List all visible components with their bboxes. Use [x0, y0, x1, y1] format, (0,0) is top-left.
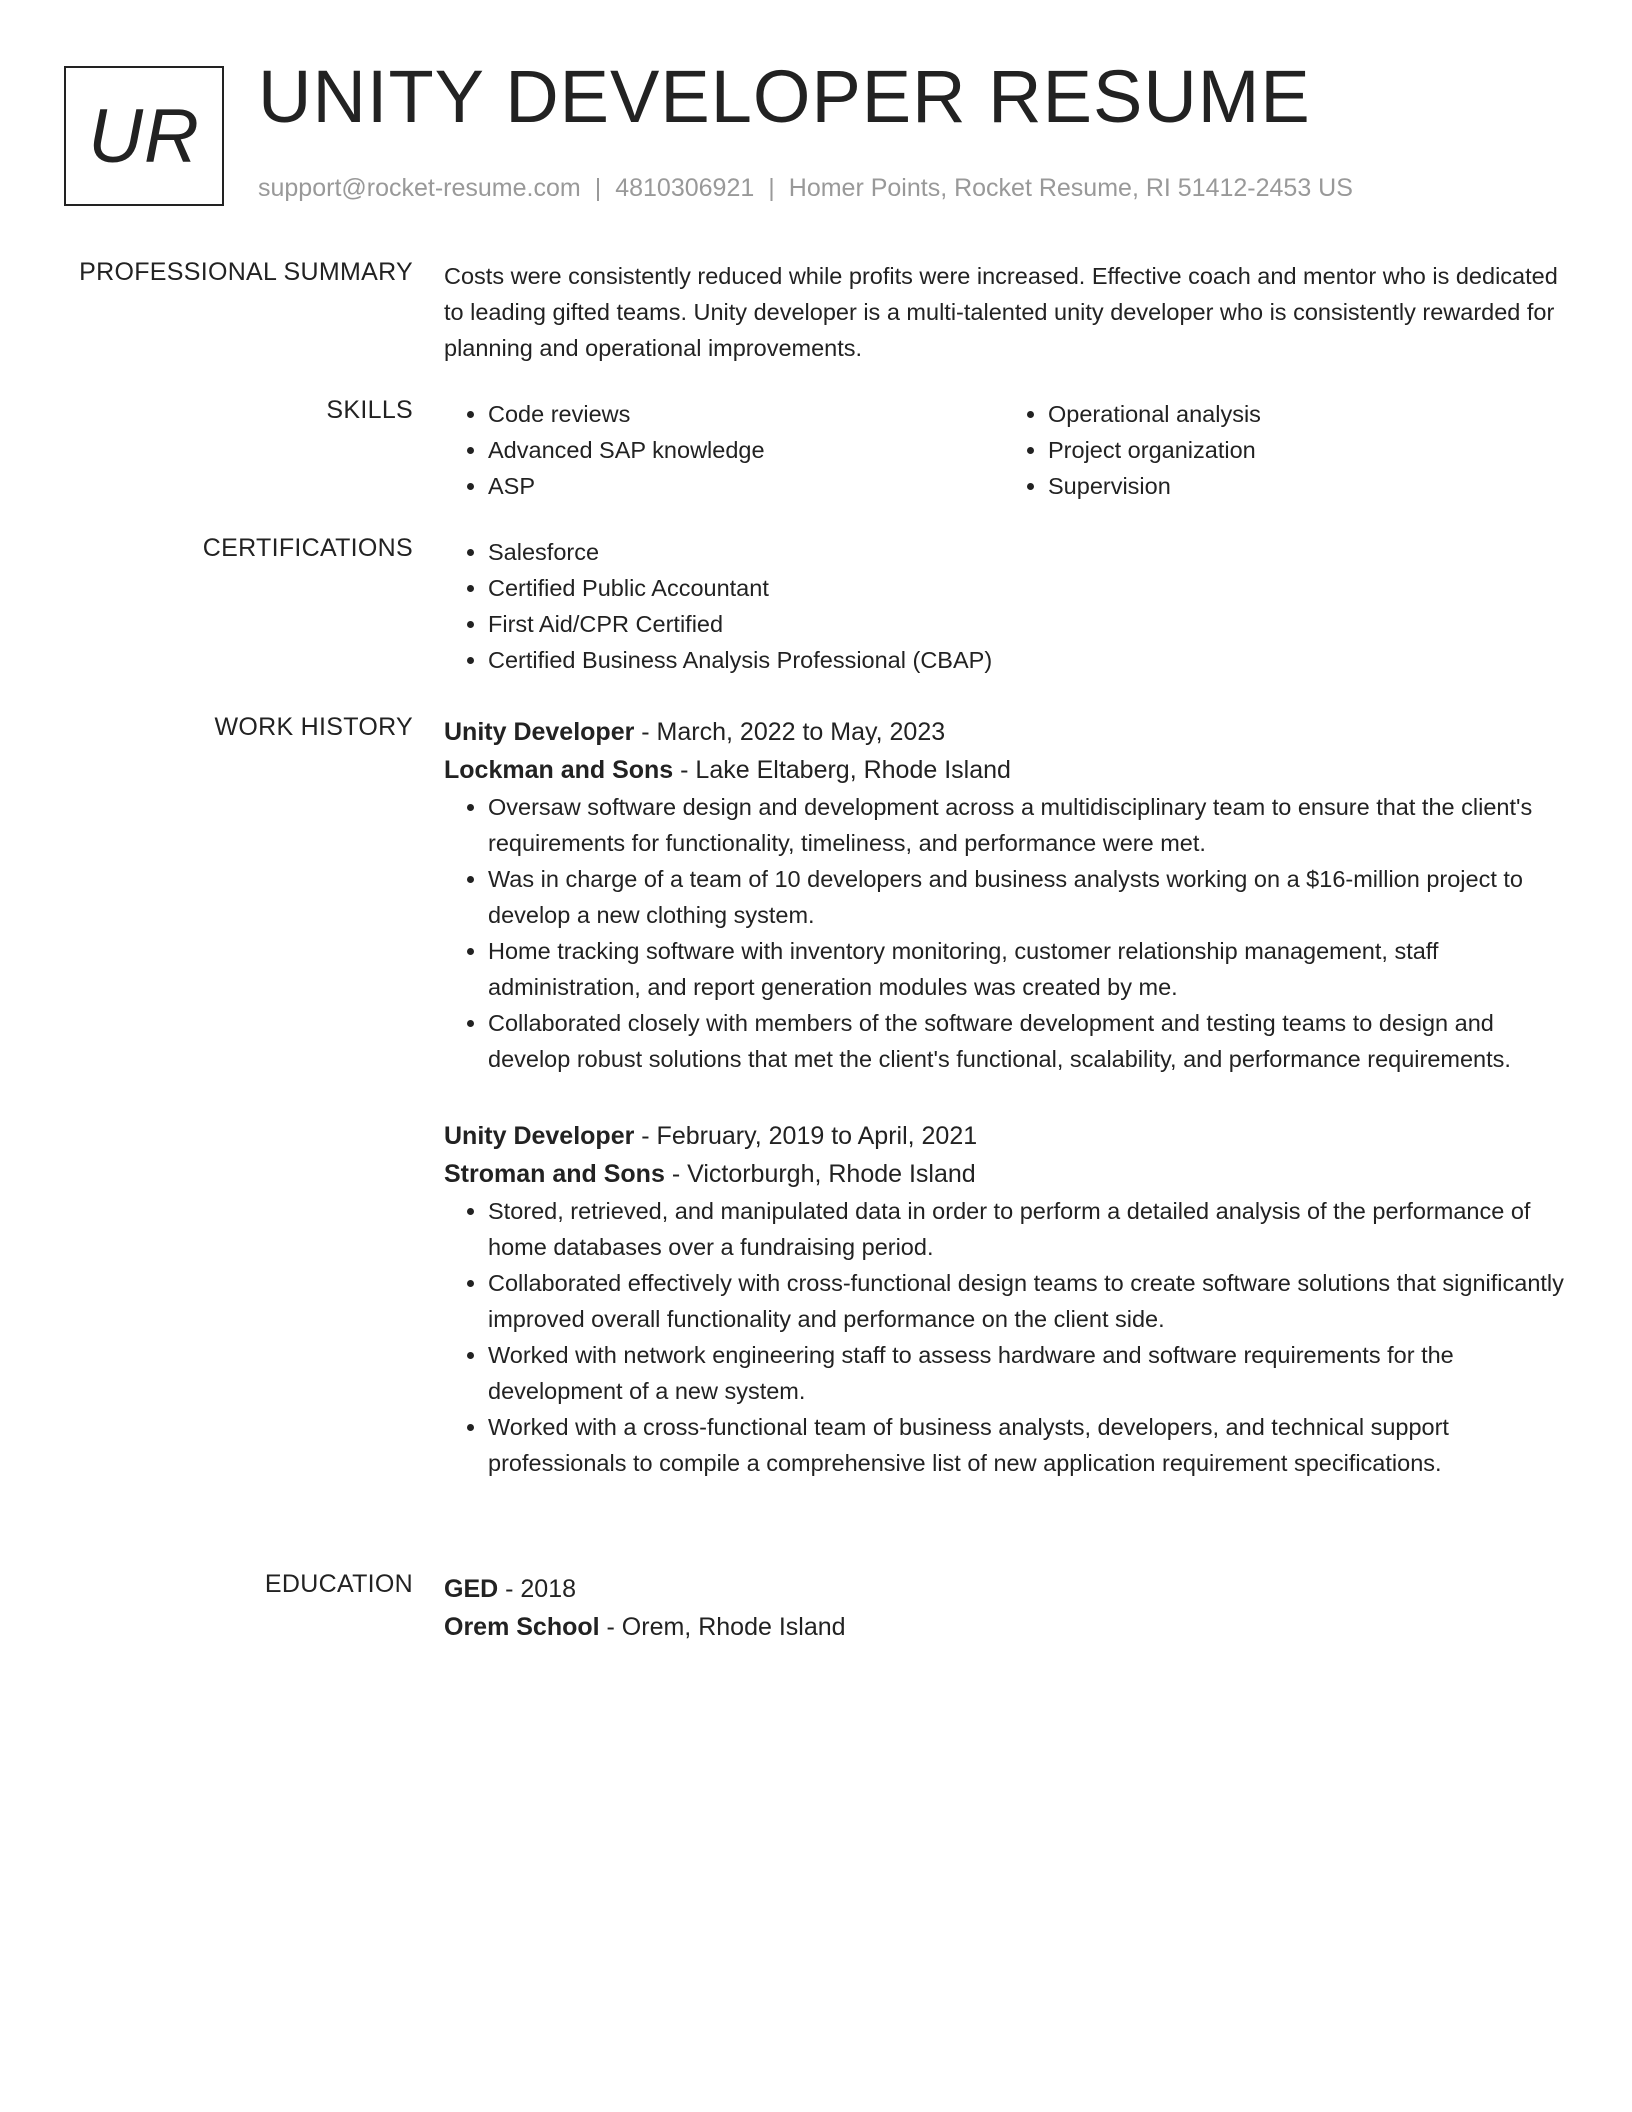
skill-item: • Code reviews — [488, 396, 1004, 432]
job-dates: - February, 2019 to April, 2021 — [634, 1122, 978, 1150]
skill-item: • Supervision — [1048, 468, 1564, 504]
job-bullet: • Collaborated closely with members of the software development and testing teams to design and develop robust solutions that met the client's functional, scalability, and performance requirements. — [488, 1005, 1564, 1077]
skill-item: • ASP — [488, 468, 1004, 504]
job-bullet: • Home tracking software with inventory monitoring, customer relationship management, staff administration, and report generation modules was created by me. — [488, 933, 1564, 1005]
certification-item: • Certified Business Analysis Professional (CBAP) — [488, 642, 1564, 678]
job-location: - Lake Eltaberg, Rhode Island — [673, 756, 1011, 784]
skills-column-2 — [1004, 396, 1564, 504]
job-bullet: • Stored, retrieved, and manipulated data in order to perform a detailed analysis of the performance of home databases over a fundraising period. — [488, 1193, 1564, 1265]
job-bullet: • Was in charge of a team of 10 developers and business analysts working on a $16-million project to develop a new clothing system. — [488, 861, 1564, 933]
job-title: Unity Developer — [444, 1122, 635, 1150]
monogram-box — [64, 66, 224, 206]
job-title-line — [444, 713, 1564, 751]
contact-address: Homer Points, Rocket Resume, RI 51412-2453 US — [788, 174, 1353, 202]
contact-separator: | — [768, 174, 775, 202]
job-title-line — [444, 1117, 1564, 1155]
job-entry — [444, 1117, 1564, 1481]
job-company-line — [444, 1155, 1564, 1193]
job-bullet: • Collaborated effectively with cross-functional design teams to create software solutions that significantly improved overall functionality and performance on the client side. — [488, 1265, 1564, 1337]
summary-body — [444, 258, 1564, 366]
skills-heading: SKILLS — [326, 396, 413, 424]
job-company: Lockman and Sons — [444, 756, 674, 784]
certifications-list — [444, 534, 1564, 678]
job-bullets — [444, 789, 1564, 1077]
job-title: Unity Developer — [444, 718, 635, 746]
education-body — [444, 1570, 1564, 1646]
resume-title: UNITY DEVELOPER RESUME — [258, 55, 1311, 138]
summary-text: Costs were consistently reduced while profits were increased. Effective coach and mentor who is dedicated to leading gifted teams. Unity developer is a multi-talented unity developer who is consistently rewarded for planning and operational improvements. — [444, 263, 1558, 361]
contact-email: support@rocket-resume.com — [258, 174, 581, 202]
job-location: - Victorburgh, Rhode Island — [664, 1160, 976, 1188]
work-history-body — [444, 713, 1564, 1481]
education-degree: GED — [444, 1575, 499, 1603]
job-bullet: • Oversaw software design and development across a multidisciplinary team to ensure that the client's requirements for functionality, timeliness, and performance were met. — [488, 789, 1564, 861]
work-history-heading: WORK HISTORY — [214, 713, 413, 741]
education-heading: EDUCATION — [264, 1570, 413, 1598]
certification-item: • First Aid/CPR Certified — [488, 606, 1564, 642]
certifications-body — [444, 534, 1564, 678]
job-bullets — [444, 1193, 1564, 1481]
education-school: Orem School — [444, 1613, 600, 1641]
certifications-heading: CERTIFICATIONS — [202, 534, 413, 562]
job-bullet: • Worked with a cross-functional team of business analysts, developers, and technical support professionals to compile a comprehensive list of new application requirement specifications. — [488, 1409, 1564, 1481]
certification-item: • Salesforce — [488, 534, 1564, 570]
job-company: Stroman and Sons — [444, 1160, 665, 1188]
job-entry — [444, 713, 1564, 1077]
education-location: - Orem, Rhode Island — [599, 1613, 846, 1641]
contact-line — [258, 174, 1353, 203]
summary-heading: PROFESSIONAL SUMMARY — [79, 258, 413, 286]
skills-column-1 — [444, 396, 1004, 504]
contact-phone: 4810306921 — [615, 174, 755, 202]
education-degree-line — [444, 1570, 1564, 1608]
contact-separator: | — [594, 174, 602, 202]
skills-list — [444, 396, 1564, 504]
job-bullet: • Worked with network engineering staff to assess hardware and software requirements for the development of a new system. — [488, 1337, 1564, 1409]
education-school-line — [444, 1608, 1564, 1646]
education-year: - 2018 — [498, 1575, 577, 1603]
job-dates: - March, 2022 to May, 2023 — [634, 718, 946, 746]
skill-item: • Advanced SAP knowledge — [488, 432, 1004, 468]
job-company-line — [444, 751, 1564, 789]
skill-item: • Operational analysis — [1048, 396, 1564, 432]
monogram-initials: UR — [88, 93, 200, 179]
certification-item: • Certified Public Accountant — [488, 570, 1564, 606]
skill-item: • Project organization — [1048, 432, 1564, 468]
